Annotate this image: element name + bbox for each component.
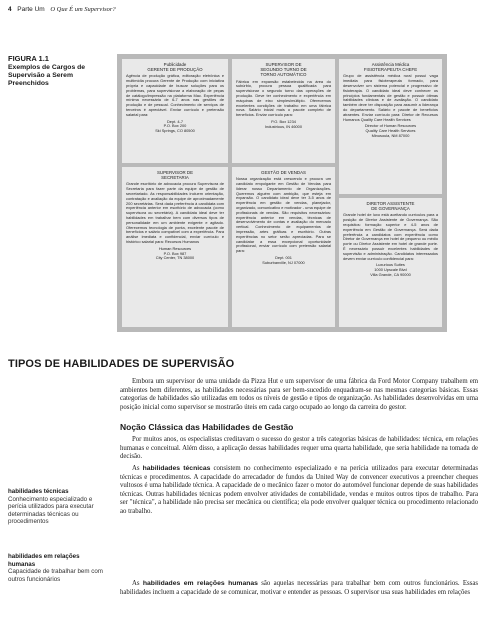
paragraph-classic <box>120 436 478 462</box>
figure-caption <box>8 54 108 89</box>
margin-term: habilidades técnicas <box>8 488 69 495</box>
paragraph-prefix: As <box>132 465 143 472</box>
margin-term: habilidades em relações humanas <box>8 553 80 568</box>
job-ad-contact: Luxurious Suites 1000 Upscale Blvd Villa Grande, CA 90000 <box>370 262 411 277</box>
job-ad <box>232 59 335 163</box>
figure-label: FIGURA 1.1 <box>8 54 49 63</box>
paragraph-text: Por muitos anos, os especialistas creditavam o sucesso do gestor a três categorias básicas de habilidades: técnica, em relações humanas e conceitual. Além disso, a aplicação dessas habilidades requer uma quarta habilidade, que seria habilidade na tomada de decisão. <box>120 436 478 461</box>
subsection-title: Noção Clássica das Habilidades de Gestão <box>120 422 294 432</box>
running-header <box>8 6 116 13</box>
job-ad-contact: Dept. 4-7 P.O. Box 200 Ski Springs, CO 80500 <box>155 118 195 134</box>
paragraph-prefix: As <box>132 580 143 587</box>
margin-definition <box>8 488 108 526</box>
job-ad-heading: SUPERVISOR DE SECRETARIA <box>156 170 194 181</box>
job-ad-body: Grupo de assistência médica rural possui vaga imediata para fisioterapeuta formado, para desenvolver um sistema potencial e progressivo de fisioterapia. O candidato ideal deve conhecer os princípios fundamentais de gestão e possuir ótimas habilidades clínicas e de avaliação. O candidato também deve ter disposição para assumir a liderança do departamento. Salário e pacote de benefícios atraentes. Enviar currículo para: Diretor de Recursos Humanos Quality Care Health Services <box>343 73 438 122</box>
job-ad <box>122 167 228 327</box>
job-ad-heading: DIRETOR ASSISTENTE DE GOVERNANÇA <box>366 201 415 212</box>
margin-definition-text: Capacidade de trabalhar bem com outros funcionários <box>8 568 103 583</box>
job-ad-contact: Director of Human Resources Quality Care Health Services Minusoula, NM 87000 <box>364 123 417 138</box>
margin-definition-text: Conhecimento especializado e perícia utilizados para executar determinadas técnicas ou procedimentos <box>8 495 94 526</box>
job-ad-heading: Publicidade GERENTE DE PRODUÇÃO <box>147 62 203 73</box>
page-number: 4 <box>8 6 12 13</box>
job-ad-contact: Dept. 001 Suburbanville, NJ 07000 <box>262 254 305 265</box>
paragraph-technical <box>120 465 478 517</box>
job-ads-figure <box>117 54 447 332</box>
job-ad-body: Fábrica em expansão estabelecida na área do subúrbio, procura pessoa qualificada para supervisionar o segundo turno das operações de produção. Deve ter conhecimento e experiência em máquinas de eixo simples/múltiplo. Oferecemos excelentes condições de trabalho em uma fábrica nova. Salário inicial mais o pacote completo de benefícios. Enviar currículo para: <box>236 78 331 118</box>
job-ad-body: Grande hotel de luxo está aceitando currículos para a posição de Diretor Assistente de Governança. São requisitos: formação superior e 4-5 anos de experiência em Gestão de Governança. Será dada preferência a candidatos com experiência como Diretor de Governança em hotel de pequeno ou médio porte ou Diretor Assistente em hotel de grande porte. É necessário possuir excelentes habilidades de supervisão e administração. Candidatos interessados devem enviar currículo confidencial para: <box>343 212 438 261</box>
chapter-title: O Que É um Supervisor? <box>50 6 116 13</box>
job-ad <box>339 198 442 327</box>
figure-caption-text: Exemplos de Cargos de Supervisão a Serem Preenchidos <box>8 64 86 88</box>
job-ad <box>122 59 228 163</box>
job-ad <box>339 59 442 194</box>
key-term: habilidades técnicas <box>142 465 211 472</box>
job-ad-contact: P.O. Box 1234 Industrious, IN 46000 <box>265 118 302 129</box>
job-ad-heading: Assistência Médica FISIOTERAPEUTA CHEFE <box>363 62 418 73</box>
part-label: Parte Um <box>17 6 45 13</box>
section-title: TIPOS DE HABILIDADES DE SUPERVISÃO <box>8 358 235 370</box>
paragraph-text: consistem no conhecimento especializado e na perícia utilizados para executar determinadas técnicas e procedimentos. A capacidade do arrecadador de fundos da United Way de convencer executivos a preencher cheques vultosos é uma habilidade técnica. A capacidade de o mecânico fazer o motor do automóvel funcionar depende de suas habilidades técnicas. Outras habilidades técnicas podem envolver atividades de contabilidade, vendas e muitos outros tipos de trabalho. Para ser "técnica", a habilidade não precisa ser mecânica ou científica; ela pode envolver qualquer técnica ou procedimento relacionado ao trabalho. <box>120 465 478 515</box>
job-ad-contact: Human Resources P.O. Box 987 City Center, TN 38000 <box>155 245 195 261</box>
paragraph-human-relations <box>120 580 478 597</box>
job-ad-heading: GESTÃO DE VENDAS <box>261 170 306 175</box>
job-ad-heading: SUPERVISOR DE SEGUNDO TURNO DE TORNO AUTOMÁTICO <box>260 62 307 78</box>
intro-text: Embora um supervisor de uma unidade da Pizza Hut e um supervisor de uma fábrica da Ford Motor Company trabalhem em ambientes bem diferentes, as habilidades necessárias para ser bem-sucedido enquadram-se nas mesmas categorias básicas. Essas categorias de habilidades são utilizadas em todos os níveis de gestão e tipos de organização. As habilidades desenvolvidas em uma posição inicial como supervisor se mostrarão úteis em cada cargo ocupado ao longo da carreira do gestor. <box>120 378 478 411</box>
intro-paragraph <box>120 378 478 412</box>
job-ad-body: Grande escritório de advocacia procura Supervisora de Secretaria para fazer parte da equipe de gestão de secretariado. As responsabilidades incluem orientação, contratação e avaliação da equipe de aproximadamente 200 secretárias. Será dada preferência à candidata com experiência anterior em escritório de advocacia (como supervisora ou secretária). A candidata ideal deve ter habilidades em trabalhar bem com diversos tipos de personalidade em um ambiente exigente e agitado. Oferecemos tecnologia de ponta, excelente pacote de benefícios e salário compatível com a experiência. Para análise imediata e confidencial, enviar currículo e histórico salarial para: Recursos Humanos <box>126 181 224 244</box>
job-ad-body: Nossa organização está crescendo e procura um candidato empolgante em Gestão de Vendas para liderar nosso Departamento de Organizações. Queremos alguém com ambição, que esteja em expansão. O candidato ideal deve ter 3-5 anos de experiência em gestão de vendas, planejador, organizado, comunicativo e motivador - uma equipe de profissionais de vendas. São requisitos necessários: experiência anterior em vendas, técnicas de desenvolvimento de contas e avaliação do mercado vertical. Conhecimento de equipamentos de impressão, artes gráficas e escritório. Outras experiências no setor serão apreciadas. Para se candidatar a essa excepcional oportunidade profissional, enviar currículo com pretensão salarial para: <box>236 176 331 254</box>
job-ad-body: Agência de produção gráfica, editoração eletrônica e multimídia procura Gerente de Produção com iniciativa própria e capacidade de buscar soluções para os problemas, para supervisionar a elaboração de peças de catálogo/impressão na plataforma Mac. Experiência mínima necessária de 6-7 anos nas gestões de produção e de pessoal. Conhecimento de serviços de terceiros é apreciável. Enviar currículo e pretensão salarial para: <box>126 73 224 117</box>
margin-definition <box>8 553 108 583</box>
key-term: habilidades em relações humanas <box>142 580 258 587</box>
job-ad <box>232 167 335 327</box>
paragraph-text: são aquelas necessárias para trabalhar bem com outros funcionários. Essas habilidades incluem a capacidade de se comunicar, motivar e entender as pessoas. O supervisor usa suas habilidades em relações <box>120 580 478 596</box>
